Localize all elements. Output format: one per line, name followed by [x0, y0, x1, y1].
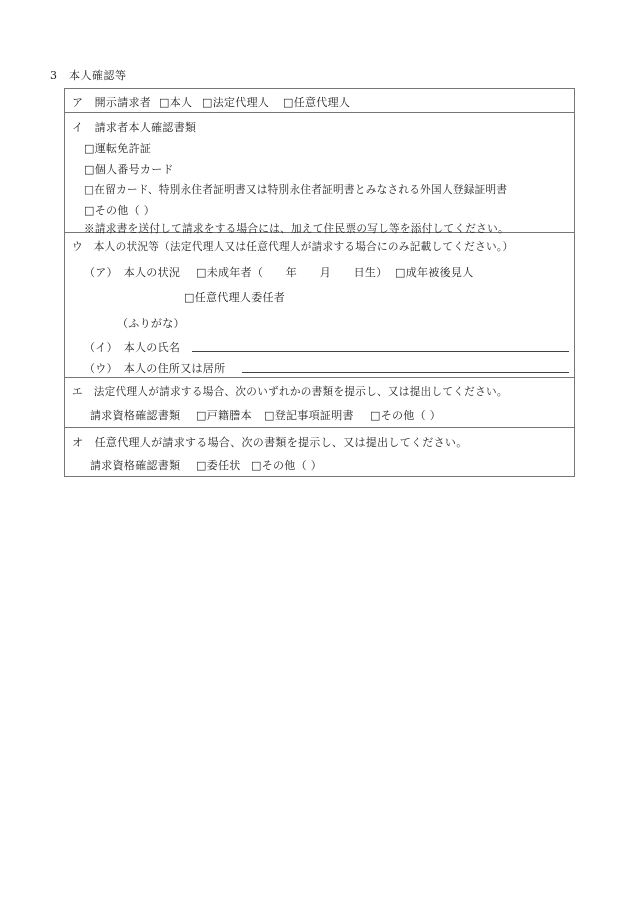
checkbox-id-other[interactable]: □その他（ ）: [84, 204, 155, 217]
principal-address-label: （ウ） 本人の住所又は居所: [84, 362, 226, 375]
row-id-documents: [65, 113, 574, 233]
principal-address-input[interactable]: [242, 360, 569, 373]
row-legal-agent-docs: [65, 378, 574, 428]
principal-name-label: （イ） 本人の氏名: [84, 341, 181, 354]
id-documents-note: ※請求書を送付して請求をする場合には、加えて住民票の写し等を添付してください。: [84, 223, 509, 235]
legal-agent-docs-label: エ 法定代理人が請求する場合、次のいずれかの書類を提示し、又は提出してください。: [72, 386, 508, 398]
checkbox-minor[interactable]: □未成年者（ 年 月 日生）: [196, 266, 388, 279]
checkbox-voluntary-other[interactable]: □その他（ ）: [251, 459, 322, 472]
checkbox-voluntary-principal[interactable]: □任意代理人委任者: [184, 291, 286, 304]
checkbox-voluntary-agent[interactable]: □任意代理人: [283, 96, 351, 109]
checkbox-legal-other[interactable]: □その他（ ）: [370, 409, 441, 422]
row-voluntary-agent-docs: [65, 428, 574, 476]
voluntary-agent-docs-type-label: 請求資格確認書類: [90, 459, 181, 472]
status-label: （ア） 本人の状況: [84, 266, 181, 279]
checkbox-drivers-license[interactable]: □運転免許証: [84, 142, 152, 155]
checkbox-residence-card[interactable]: □在留カード、特別永住者証明書又は特別永住者証明書とみなされる外国人登録証明書: [84, 184, 508, 196]
checkbox-registry-certificate[interactable]: □登記事項証明書: [264, 409, 354, 422]
checkbox-my-number-card[interactable]: □個人番号カード: [84, 163, 174, 176]
section-title: 3 本人確認等: [50, 69, 127, 82]
checkbox-family-register[interactable]: □戸籍謄本: [196, 409, 252, 422]
checkbox-legal-agent[interactable]: □法定代理人: [202, 96, 270, 109]
identity-verification-table: [64, 88, 575, 477]
row-requester: [65, 89, 574, 113]
requester-label: ア 開示請求者: [72, 96, 152, 109]
checkbox-power-of-attorney[interactable]: □委任状: [196, 459, 241, 472]
voluntary-agent-docs-label: オ 任意代理人が請求する場合、次の書類を提示し、又は提出してください。: [72, 436, 468, 449]
principal-status-label: ウ 本人の状況等（法定代理人又は任意代理人が請求する場合にのみ記載してください。）: [72, 241, 514, 253]
row-principal-status: [65, 233, 574, 378]
legal-agent-docs-type-label: 請求資格確認書類: [90, 409, 181, 422]
principal-name-input[interactable]: [192, 339, 569, 352]
furigana-label: （ふりがな）: [117, 317, 185, 330]
id-documents-label: イ 請求者本人確認書類: [72, 121, 197, 134]
checkbox-adult-ward[interactable]: □成年被後見人: [395, 266, 474, 279]
checkbox-self[interactable]: □本人: [159, 96, 193, 109]
